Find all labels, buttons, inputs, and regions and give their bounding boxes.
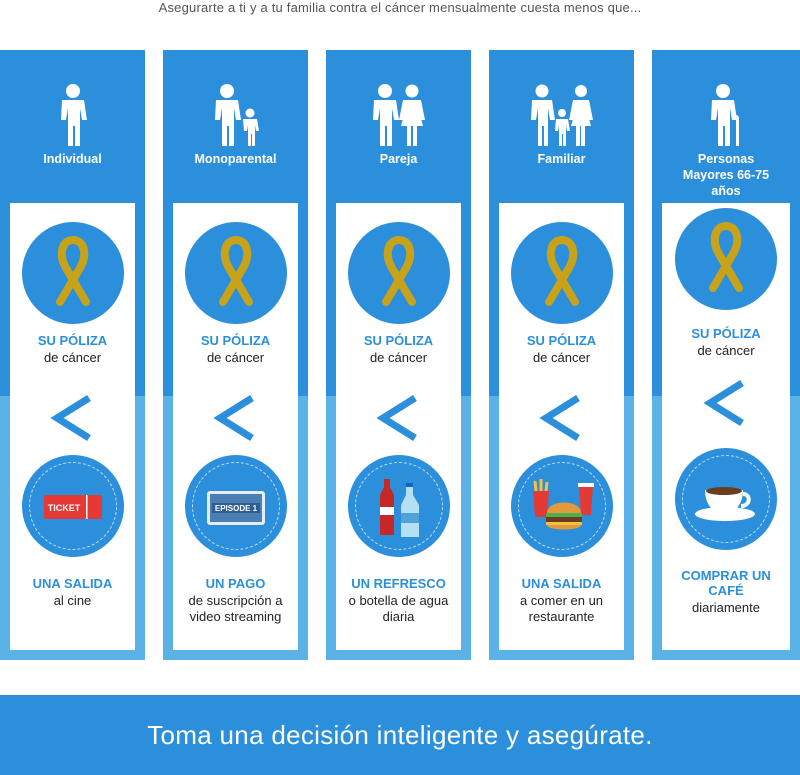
footer-banner: Toma una decisión inteligente y asegúrate. (0, 695, 800, 775)
less-than-icon (206, 388, 266, 448)
svg-text:TICKET: TICKET (47, 503, 80, 513)
item-subtitle: de suscripción a video streaming (188, 593, 283, 624)
burger-meal-icon (511, 455, 613, 557)
plan-title: Personas Mayores 66-75 años (682, 152, 770, 198)
policy-title: SU PÓLIZA (691, 326, 761, 341)
parent-child-icon (163, 78, 308, 146)
cancer-ribbon-icon (675, 208, 777, 310)
item-subtitle: diariamente (692, 600, 760, 615)
policy-title: SU PÓLIZA (37, 333, 108, 348)
item-title: UNA SALIDA (32, 576, 113, 591)
policy-subtitle: de cáncer (43, 350, 102, 365)
item-title: COMPRAR UN CAFÉ (681, 568, 771, 598)
plan-title: Monoparental (194, 152, 277, 166)
cinema-ticket-icon (22, 455, 124, 557)
couple-icon (326, 78, 471, 146)
streaming-episode-icon (185, 455, 287, 557)
less-than-icon (43, 388, 103, 448)
policy-subtitle: de cáncer (532, 350, 591, 365)
intro-text: Asegurarte a ti y a tu familia contra el cáncer mensualmente cuesta menos que... (158, 0, 642, 15)
policy-subtitle: de cáncer (206, 350, 265, 365)
cancer-ribbon-icon (348, 222, 450, 324)
svg-text:EPISODE 1: EPISODE 1 (214, 504, 257, 513)
plan-column-pareja (326, 50, 471, 660)
item-title: UN REFRESCO (351, 576, 446, 591)
item-title: UN PAGO (205, 576, 266, 591)
plan-column-monoparental (163, 50, 308, 660)
item-subtitle: al cine (53, 593, 92, 608)
plan-column-personas-mayores (652, 50, 800, 660)
less-than-icon (532, 388, 592, 448)
cancer-ribbon-icon (511, 222, 613, 324)
plan-title: Familiar (537, 152, 586, 166)
less-than-icon (696, 373, 756, 433)
item-title: UNA SALIDA (521, 576, 602, 591)
item-subtitle: o botella de agua diaria (348, 593, 449, 624)
policy-title: SU PÓLIZA (200, 333, 271, 348)
coffee-cup-icon (675, 448, 777, 550)
family-icon (489, 78, 634, 146)
less-than-icon (369, 388, 429, 448)
plan-column-individual (0, 50, 145, 660)
single-person-icon (0, 78, 145, 146)
elderly-person-icon (652, 78, 800, 146)
soda-bottles-icon (348, 455, 450, 557)
item-subtitle: a comer en un restaurante (519, 593, 604, 624)
plan-column-familiar (489, 50, 634, 660)
plan-title: Pareja (379, 152, 418, 166)
policy-title: SU PÓLIZA (363, 333, 434, 348)
plan-title: Individual (43, 152, 102, 166)
cancer-ribbon-icon (22, 222, 124, 324)
policy-subtitle: de cáncer (697, 343, 755, 358)
cancer-ribbon-icon (185, 222, 287, 324)
policy-title: SU PÓLIZA (526, 333, 597, 348)
policy-subtitle: de cáncer (369, 350, 428, 365)
